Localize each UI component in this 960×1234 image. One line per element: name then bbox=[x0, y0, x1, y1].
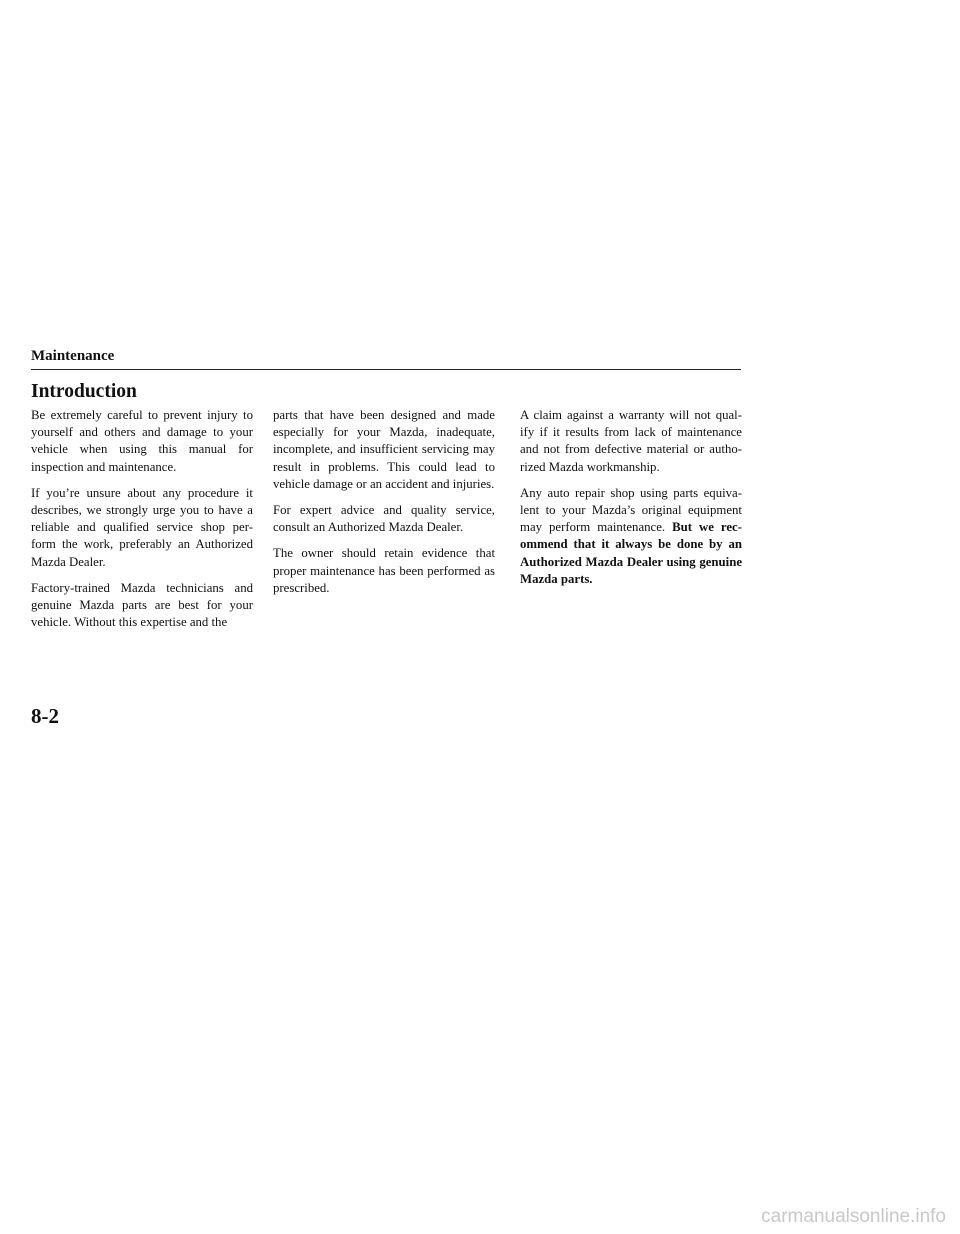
paragraph: A claim against a warranty will not qual-ify if it results from lack of maintenance and not from defective material or autho-rized Mazda workmanship. bbox=[520, 408, 742, 474]
paragraph: Be extremely careful to prevent injury to yourself and others and damage to your vehicle when using this manual for inspection and maintenance. bbox=[31, 408, 253, 474]
text-column-2 bbox=[273, 407, 495, 606]
section-header: Maintenance bbox=[31, 348, 115, 364]
header-rule bbox=[31, 369, 741, 370]
page-title: Introduction bbox=[31, 381, 137, 402]
paragraph: The owner should retain evidence that proper maintenance has been performed as prescribed. bbox=[273, 546, 495, 595]
paragraph: For expert advice and quality service, consult an Authorized Mazda Dealer. bbox=[273, 503, 495, 535]
watermark: carmanualsonline.info bbox=[761, 1206, 946, 1227]
paragraph-bold-text: But we rec-ommend that it always be done by an Authorized Mazda Dealer using genuine Mazda parts. bbox=[520, 520, 742, 586]
paragraph: Factory-trained Mazda technicians and genuine Mazda parts are best for your vehicle. Without this expertise and the bbox=[31, 580, 253, 630]
paragraph: parts that have been designed and made especially for your Mazda, inadequate, incomplete, and insufficient servicing may result in problems. This could lead to vehicle damage or an accident and injuries. bbox=[273, 408, 495, 491]
text-column-1 bbox=[31, 407, 253, 640]
text-column-3 bbox=[520, 407, 742, 597]
paragraph: If you’re unsure about any procedure it describes, we strongly urge you to have a reliable and qualified service shop per-form the work, preferably an Authorized Mazda Dealer. bbox=[31, 485, 253, 569]
page-number: 8-2 bbox=[31, 704, 59, 728]
paragraph-normal-text: Any auto repair shop using parts equiva-lent to your Mazda’s original equipment may perform maintenance. bbox=[520, 485, 742, 535]
paragraph-mixed bbox=[520, 485, 742, 588]
